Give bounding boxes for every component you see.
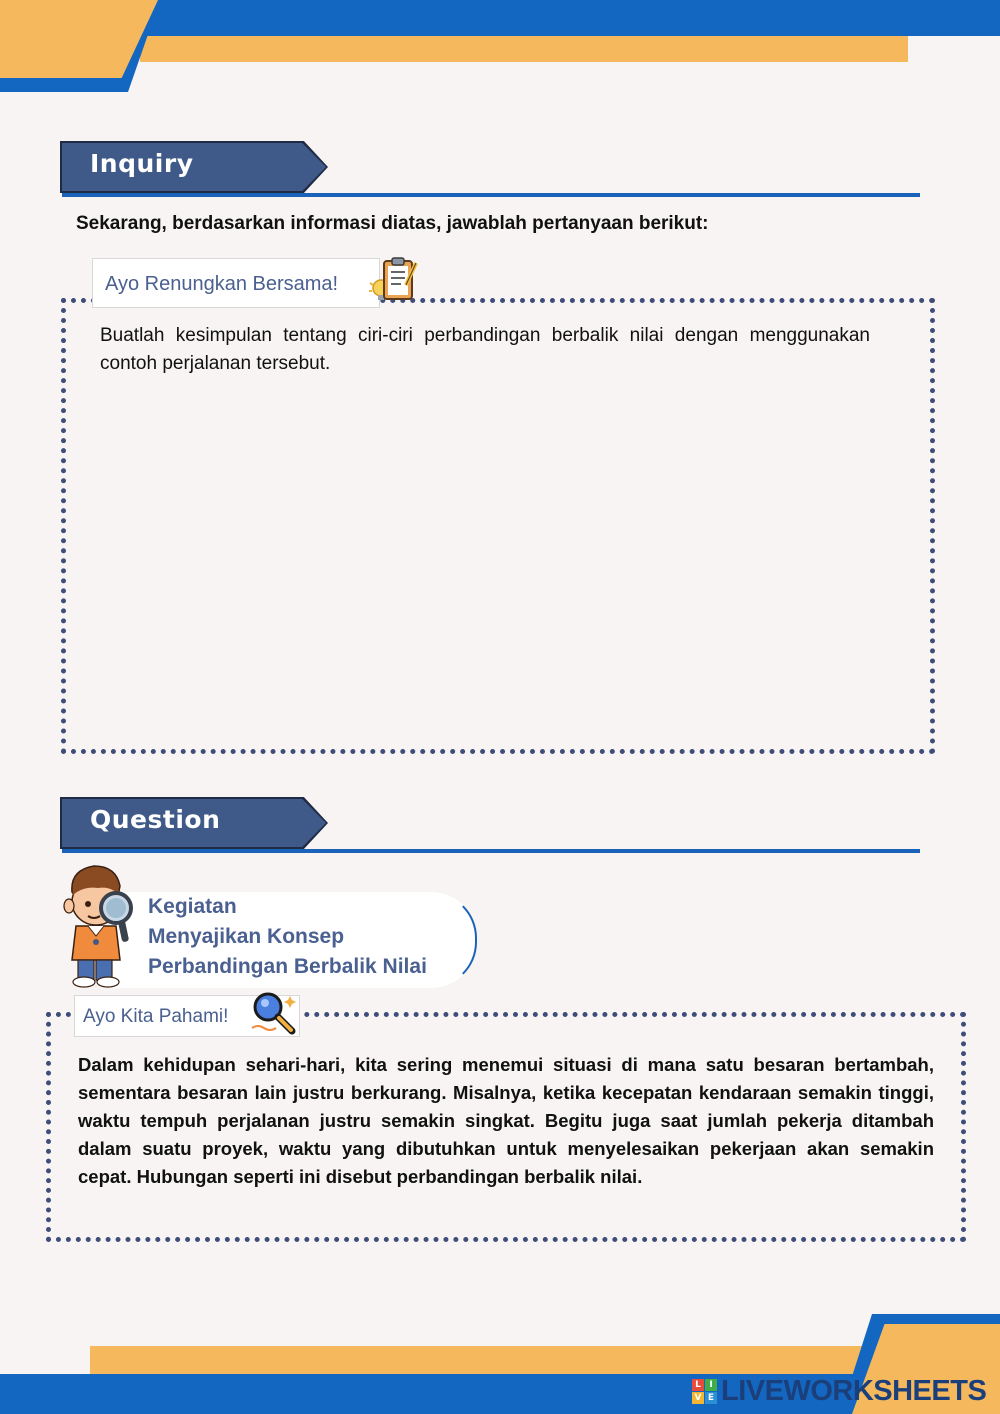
logo-letter: I xyxy=(705,1379,717,1391)
understand-paragraph: Dalam kehidupan sehari-hari, kita sering menemui situasi di mana satu besaran bertambah, sementara besaran lain justru berkurang. Misalnya, ketika kecepatan kendaraan semakin tinggi, waktu tempuh perjalanan justru semakin singkat. Begitu juga saat jumlah pekerja ditambah dalam suatu proyek, waktu yang dibutuhkan untuk menyelesaikan pekerjaan akan semakin cepat. Hubungan seperti ini disebut perbandingan berbalik nilai. xyxy=(78,1054,934,1187)
magnifier-icon xyxy=(248,990,300,1038)
activity-line: Menyajikan Konsep xyxy=(148,925,345,948)
inquiry-question-text: Buatlah kesimpulan tentang ciri-ciri perbandingan berbalik nilai dengan menggunakan contoh perjalanan tersebut. xyxy=(100,325,870,374)
inquiry-rule xyxy=(62,193,920,197)
activity-title xyxy=(148,892,427,982)
brand-text: LIVEWORKSHEETS xyxy=(721,1374,987,1407)
top-orange-band xyxy=(140,36,908,62)
logo-letter: E xyxy=(705,1392,717,1404)
reflect-label: Ayo Renungkan Bersama! xyxy=(105,273,339,295)
clipboard-lightbulb-icon xyxy=(368,255,422,305)
liveworksheets-logo[interactable] xyxy=(692,1375,986,1407)
activity-line: Kegiatan xyxy=(148,895,237,918)
logo-squares-icon xyxy=(692,1379,717,1404)
question-title: Question xyxy=(90,805,221,834)
reflect-label-box xyxy=(92,258,380,308)
activity-line: Perbandingan Berbalik Nilai xyxy=(148,955,427,978)
logo-letter: L xyxy=(692,1379,704,1391)
question-rule xyxy=(62,849,920,853)
logo-letter: V xyxy=(692,1392,704,1404)
understand-label: Ayo Kita Pahami! xyxy=(83,1006,229,1027)
inquiry-prompt: Sekarang, berdasarkan informasi diatas, jawablah pertanyaan berikut: xyxy=(76,213,709,234)
boy-magnifier-icon xyxy=(58,862,142,988)
bottom-orange-band xyxy=(90,1346,890,1374)
inquiry-title: Inquiry xyxy=(90,149,194,178)
